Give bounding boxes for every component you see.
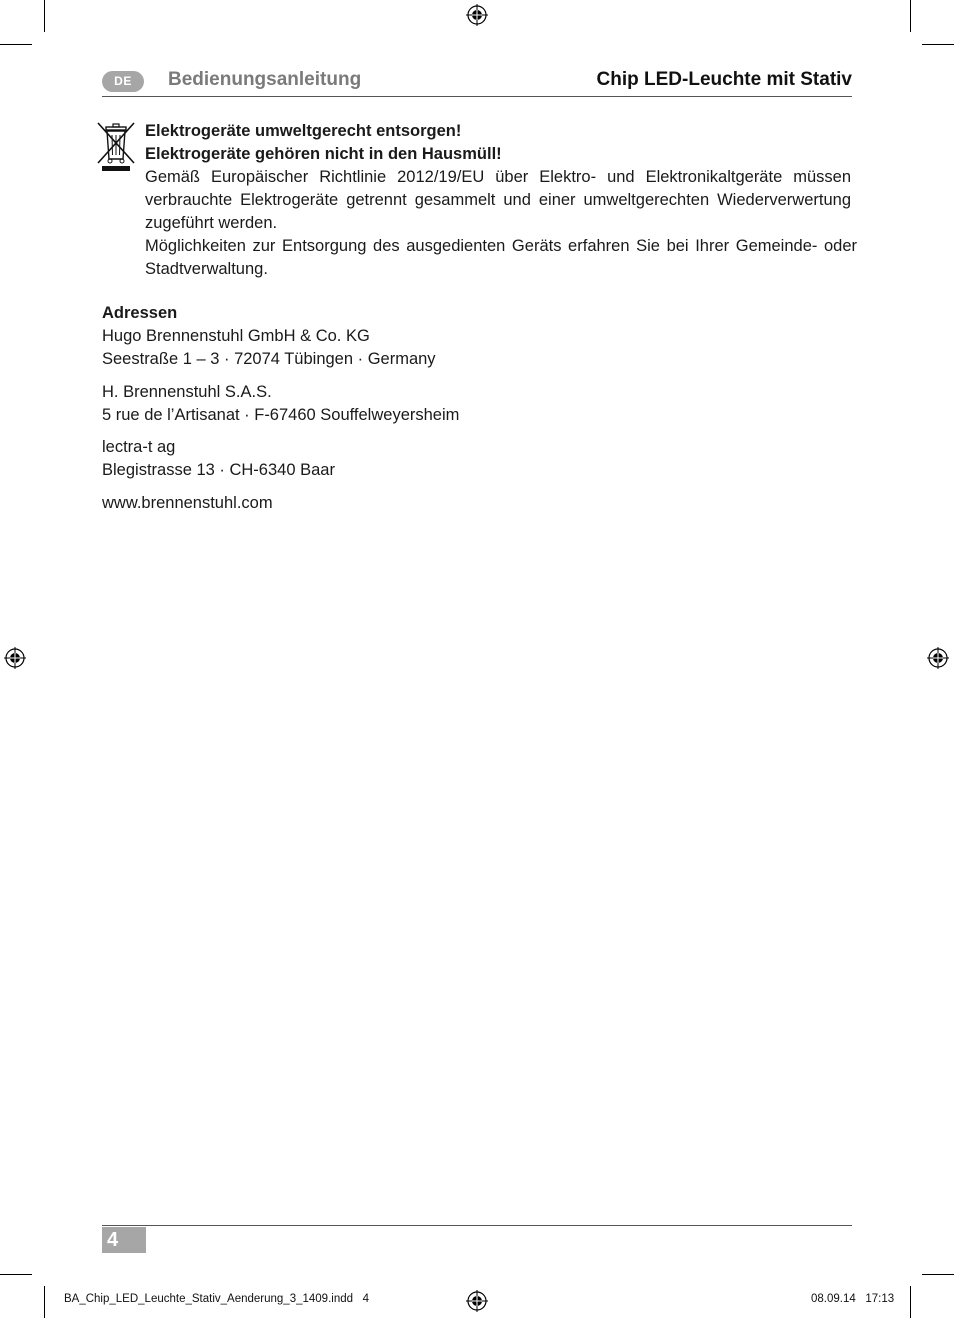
print-date-time: 08.09.14 17:13: [811, 1293, 895, 1305]
crop-mark: [910, 1286, 911, 1318]
disposal-text-2: Möglichkeiten zur Entsorgung des ausgedienten Geräts erfahren Sie bei Ihrer Gemeinde- oder Stadtverwaltung.: [145, 237, 857, 278]
address-line: lectra-t ag: [102, 438, 176, 456]
product-title: Chip LED-Leuchte mit Stativ: [596, 69, 852, 90]
page-number: 4: [102, 1227, 146, 1253]
addresses-title: Adressen: [102, 304, 178, 322]
crop-mark: [0, 44, 32, 45]
website-link[interactable]: www.brennenstuhl.com: [102, 494, 273, 512]
file-slug: BA_Chip_LED_Leuchte_Stativ_Aenderung_3_1409.indd 4: [64, 1293, 369, 1305]
address-line: Hugo Brennenstuhl GmbH & Co. KG: [102, 327, 370, 345]
language-badge: DE: [102, 71, 144, 92]
address-line: 5 rue de l’Artisanat · F-67460 Souffelweyersheim: [102, 406, 460, 424]
disposal-text-1: Gemäß Europäischer Richtlinie 2012/19/EU über Elektro- und Elektronikaltgeräte müssen verbrauchte Elektrogeräte getrennt gesammelt und einer umweltgerechten Wiederverwertung zugeführt werden.: [145, 168, 851, 232]
footer-divider: [102, 1225, 852, 1226]
registration-mark-icon: [466, 1290, 488, 1312]
crop-mark: [44, 1286, 45, 1318]
crop-mark: [922, 1274, 954, 1275]
crossed-out-bin-icon: [96, 121, 136, 173]
registration-mark-icon: [466, 4, 488, 26]
disposal-heading-2: Elektrogeräte gehören nicht in den Hausmüll!: [145, 145, 502, 163]
header-divider: [102, 96, 852, 97]
document-type-title: Bedienungsanleitung: [168, 69, 362, 90]
registration-mark-icon: [4, 647, 26, 669]
address-line: H. Brennenstuhl S.A.S.: [102, 383, 272, 401]
crop-mark: [922, 44, 954, 45]
address-line: Seestraße 1 – 3 · 72074 Tübingen · Germany: [102, 350, 436, 368]
disposal-heading-1: Elektrogeräte umweltgerecht entsorgen!: [145, 122, 462, 140]
address-line: Blegistrasse 13 · CH-6340 Baar: [102, 461, 335, 479]
crop-mark: [44, 0, 45, 32]
crop-mark: [910, 0, 911, 32]
registration-mark-icon: [927, 647, 949, 669]
crop-mark: [0, 1274, 32, 1275]
